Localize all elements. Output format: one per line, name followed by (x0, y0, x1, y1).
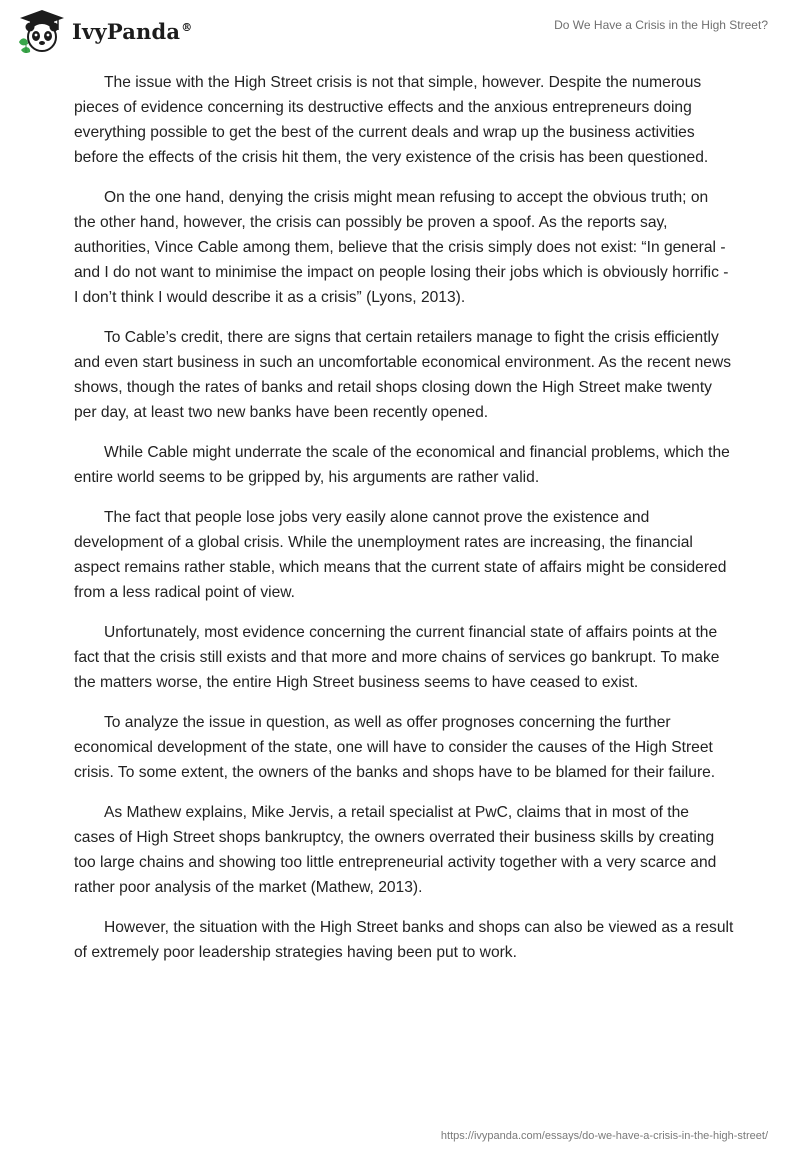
essay-body (74, 70, 734, 980)
paragraph: The fact that people lose jobs very easily alone cannot prove the existence and development of a global crisis. While the unemployment rates are increasing, the financial aspect remains rather stable, which means that the current state of affairs might be considered from a less radical point of view. (74, 509, 727, 601)
document-title: Do We Have a Crisis in the High Street? (554, 18, 768, 32)
panda-graduate-icon (16, 8, 68, 54)
source-url[interactable]: https://ivypanda.com/essays/do-we-have-a-crisis-in-the-high-street/ (440, 1130, 768, 1142)
paragraph: As Mathew explains, Mike Jervis, a retail specialist at PwC, claims that in most of the cases of High Street shops bankruptcy, the owners overrated their business skills by creating too large chains and showing too little entrepreneurial activity together with a very scarce and rather poor analysis of the market (Mathew, 2013). (74, 804, 717, 896)
paragraph: The issue with the High Street crisis is not that simple, however. Despite the numerous pieces of evidence concerning its destructive effects and the anxious entrepreneurs doing everything possible to get the best of the current deals and wrap up the business activities before the effects of the crisis hit them, the very existence of the crisis has been questioned. (74, 74, 709, 166)
ivypanda-logo[interactable] (16, 8, 192, 54)
paragraph: While Cable might underrate the scale of the economical and financial problems, which the entire world seems to be gripped by, his arguments are rather valid. (74, 444, 730, 486)
page-header (0, 0, 800, 60)
paragraph: However, the situation with the High Street banks and shops can also be viewed as a result of extremely poor leadership strategies having been put to work. (74, 919, 734, 961)
paragraph: To analyze the issue in question, as well as offer prognoses concerning the further economical development of the state, one will have to consider the causes of the High Street crisis. To some extent, the owners of the banks and shops have to be blamed for their failure. (74, 714, 716, 781)
paragraph: On the one hand, denying the crisis might mean refusing to accept the obvious truth; on the other hand, however, the crisis can possibly be proven a spoof. As the reports say, authorities, Vince Cable among them, believe that the crisis simply does not exist: “In general - and I do not want to minimise the impact on people losing their jobs which is obviously horrific - I don’t think I would describe it as a crisis” (Lyons, 2013). (74, 189, 729, 306)
paragraph: To Cable’s credit, there are signs that certain retailers manage to fight the crisis efficiently and even start business in such an uncomfortable economical environment. As the recent news shows, though the rates of banks and retail shops closing down the High Street make twenty per day, at least two new banks have been recently opened. (74, 329, 732, 421)
brand-name: IvyPanda® (72, 18, 193, 44)
paragraph: Unfortunately, most evidence concerning the current financial state of affairs points at the fact that the crisis still exists and that more and more chains of services go bankrupt. To make the matters worse, the entire High Street business seems to have ceased to exist. (74, 624, 720, 691)
